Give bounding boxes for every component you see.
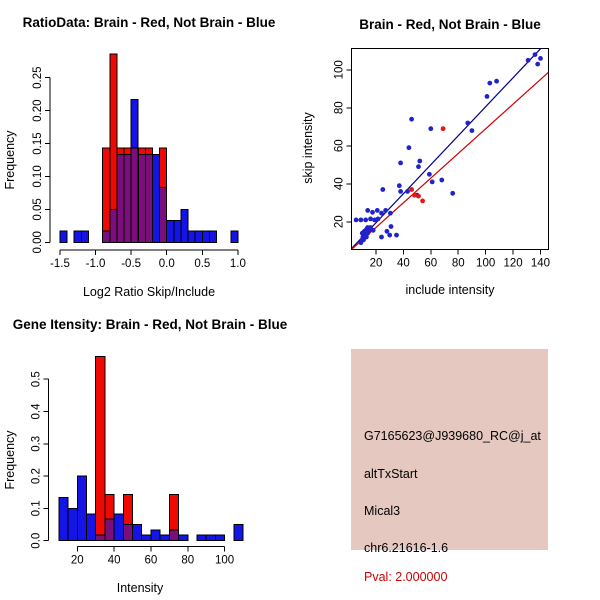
gene-histogram-plot (0, 300, 300, 600)
svg-text:100: 100 (333, 60, 346, 80)
svg-text:0.2: 0.2 (30, 468, 43, 485)
gene-histogram-ylabel: Frequency (3, 430, 17, 490)
svg-text:20: 20 (369, 257, 383, 270)
svg-text:0.1: 0.1 (30, 500, 43, 517)
svg-text:-0.5: -0.5 (121, 258, 142, 270)
svg-text:80: 80 (451, 257, 465, 270)
scatter-title: Brain - Red, Not Brain - Blue (359, 17, 541, 32)
svg-text:0.4: 0.4 (30, 403, 43, 420)
pval-text: Pval: 2.000000 (364, 570, 448, 584)
svg-text:-1.0: -1.0 (85, 258, 106, 270)
info-panel (300, 300, 600, 600)
svg-text:0.0: 0.0 (30, 532, 43, 549)
svg-text:-1.5: -1.5 (50, 258, 70, 270)
splice-type-text: altTxStart (364, 467, 418, 481)
svg-text:0.0: 0.0 (158, 258, 175, 270)
svg-text:80: 80 (181, 554, 195, 567)
svg-text:0.25: 0.25 (32, 66, 44, 89)
svg-text:0.5: 0.5 (30, 371, 43, 388)
gene-histogram-panel (0, 300, 300, 600)
ratio-histogram-title: RatioData: Brain - Red, Not Brain - Blue (22, 15, 276, 30)
svg-text:100: 100 (214, 554, 235, 567)
svg-text:40: 40 (333, 177, 346, 191)
svg-text:60: 60 (333, 139, 346, 153)
scatter-xlabel: include intensity (405, 283, 495, 297)
svg-text:0.3: 0.3 (30, 435, 43, 452)
svg-text:140: 140 (530, 257, 551, 270)
scatter-panel (300, 0, 600, 300)
svg-text:0.05: 0.05 (32, 198, 44, 221)
svg-text:60: 60 (144, 554, 158, 567)
svg-text:0.20: 0.20 (32, 99, 44, 122)
scatter-plot (300, 0, 600, 300)
ratio-histogram-xlabel: Log2 Ratio Skip/Include (82, 285, 216, 299)
svg-text:40: 40 (107, 554, 121, 567)
svg-text:0.10: 0.10 (32, 165, 44, 188)
svg-text:100: 100 (476, 257, 496, 270)
gene-histogram-title: Gene Itensity: Brain - Red, Not Brain - Blue (12, 317, 288, 332)
ratio-histogram-plot (0, 0, 300, 300)
gene-histogram-xlabel: Intensity (116, 581, 164, 595)
ratio-histogram-ylabel: Frequency (3, 130, 17, 190)
svg-text:20: 20 (70, 554, 84, 567)
gene-name-text: Mical3 (364, 504, 401, 518)
svg-text:0.15: 0.15 (32, 132, 44, 155)
svg-text:0.00: 0.00 (32, 231, 44, 254)
svg-text:120: 120 (503, 257, 523, 270)
svg-text:80: 80 (333, 101, 346, 115)
probe-id-text: G7165623@J939680_RC@j_at (364, 429, 541, 443)
svg-text:40: 40 (396, 257, 410, 270)
location-text: chr6.21616-1.6 (364, 541, 449, 555)
svg-text:0.5: 0.5 (194, 258, 211, 270)
svg-text:60: 60 (424, 257, 438, 270)
scatter-ylabel: skip intensity (301, 112, 315, 184)
info-box (351, 349, 548, 584)
svg-text:1.0: 1.0 (229, 258, 246, 270)
svg-text:20: 20 (333, 215, 346, 229)
ratio-histogram-panel (0, 0, 300, 300)
